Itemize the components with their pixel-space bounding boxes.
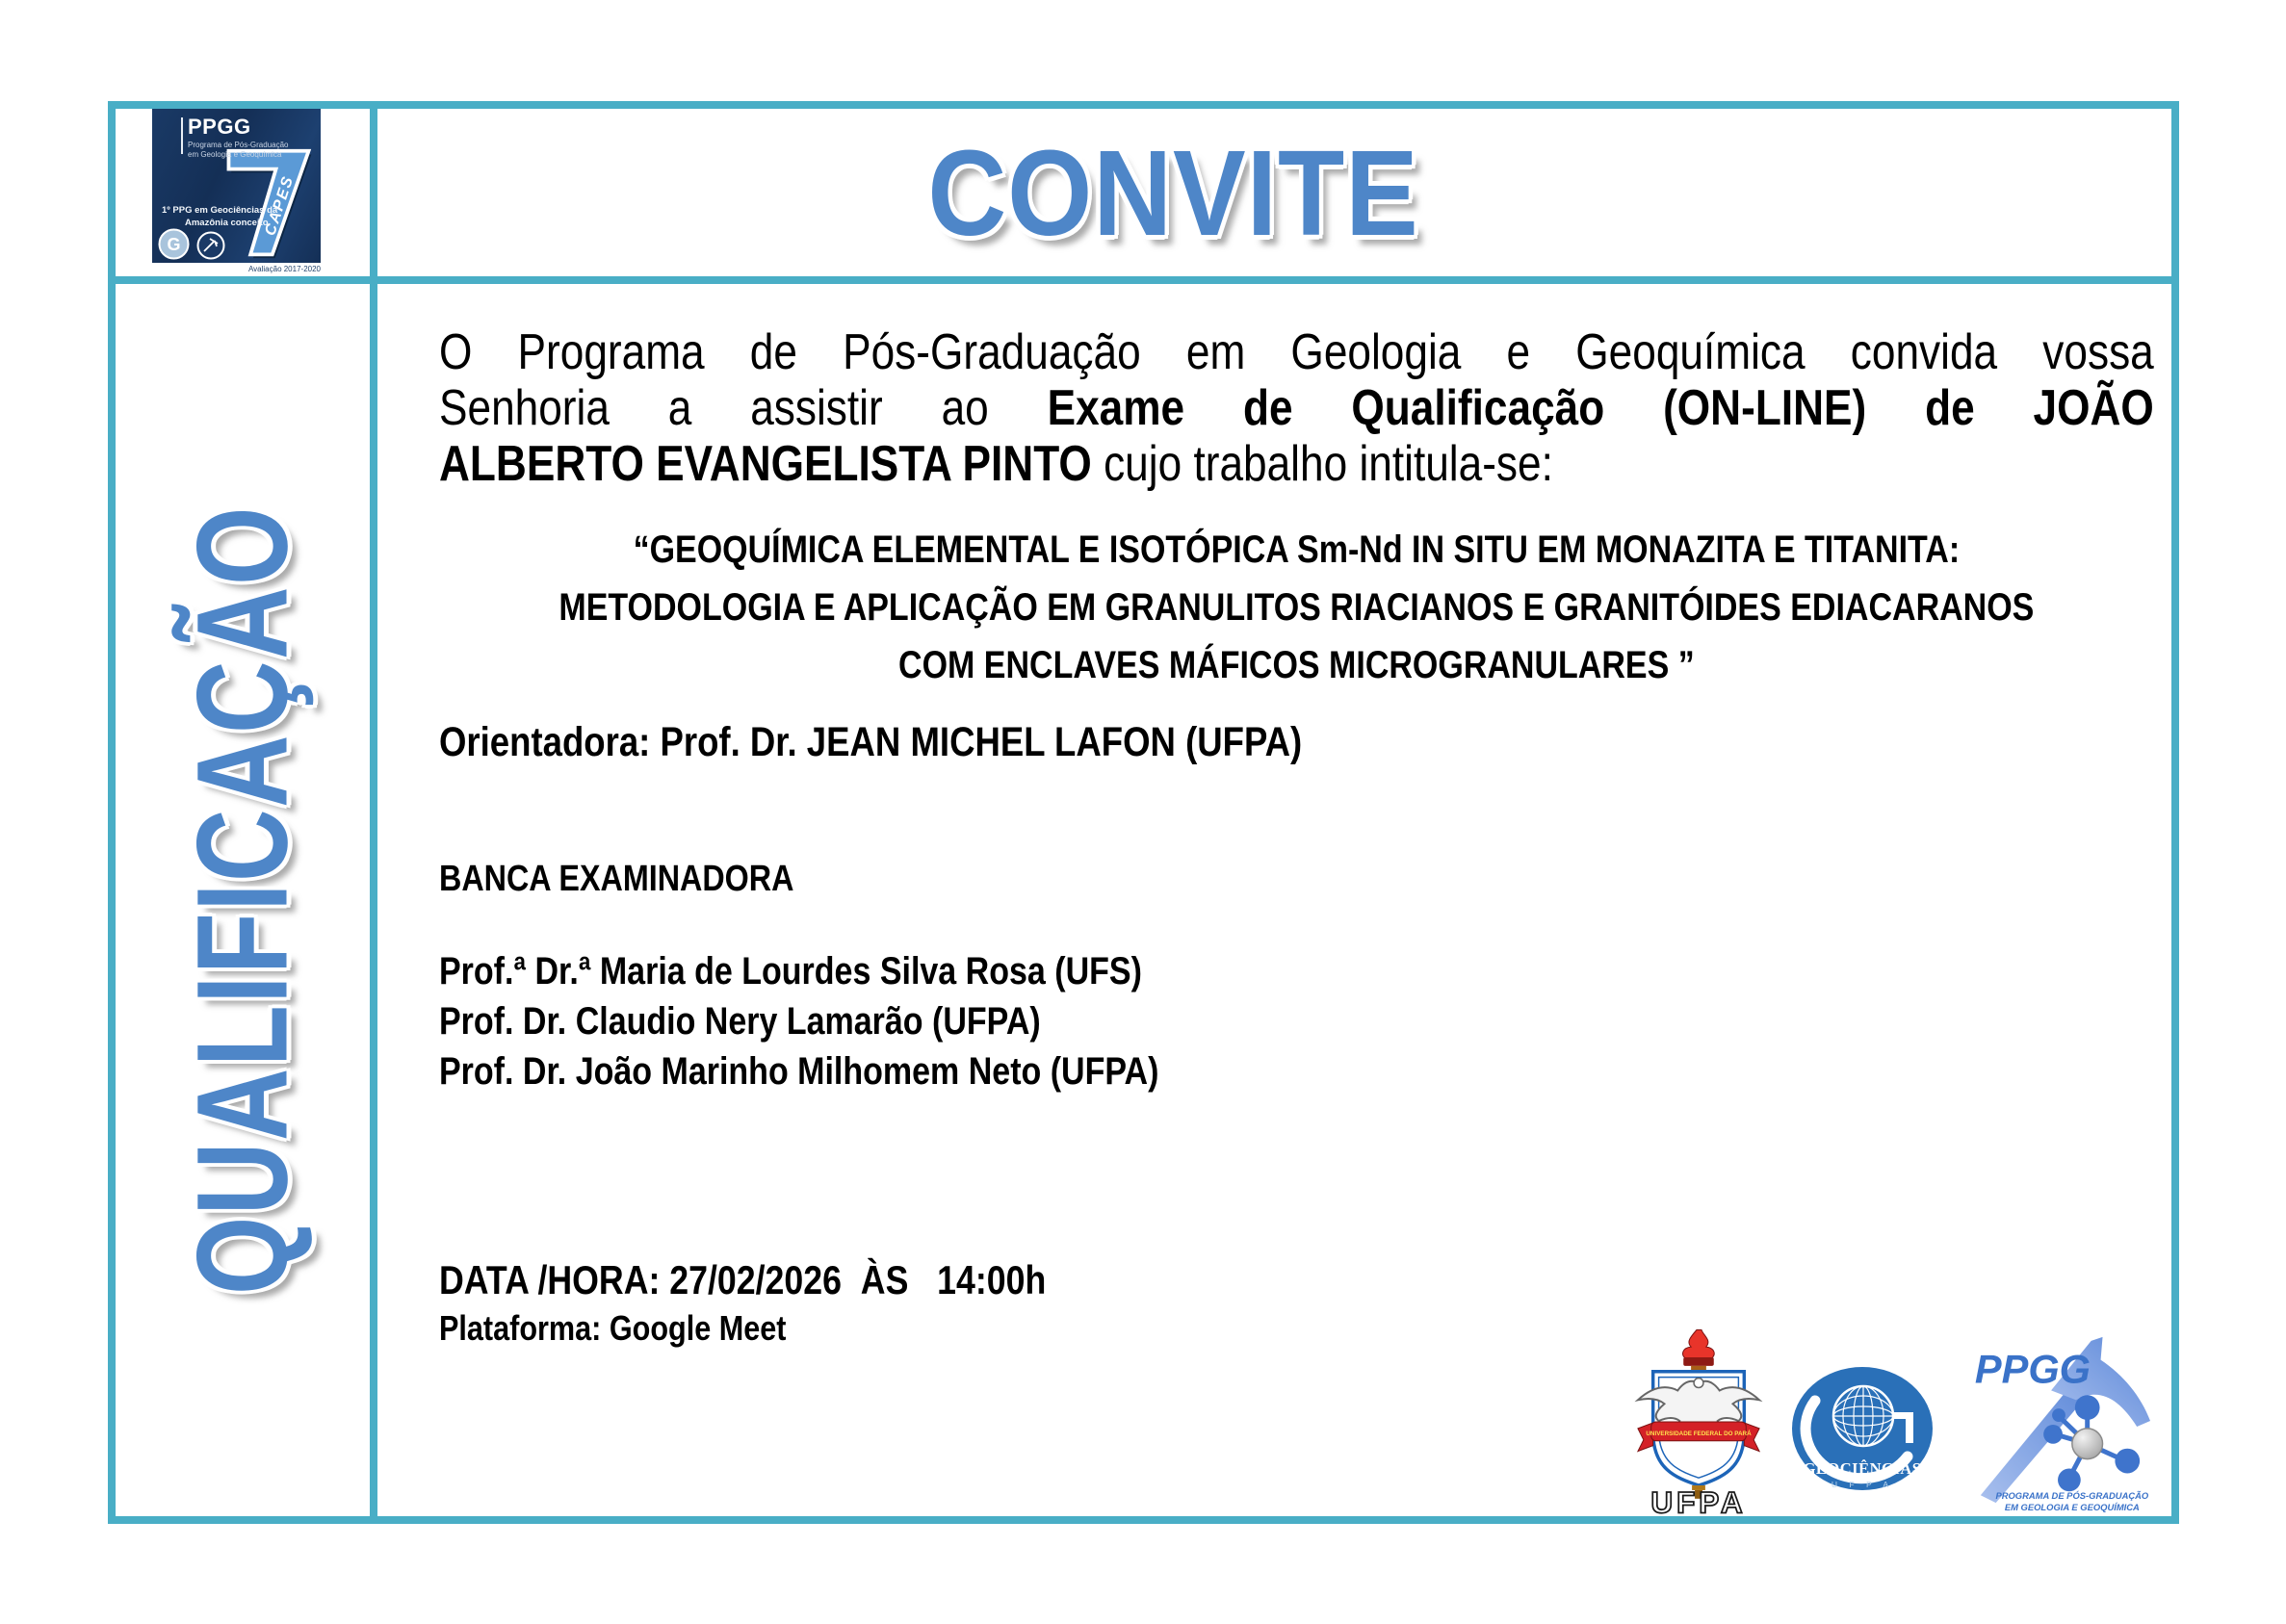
- thesis-title: [439, 521, 2154, 694]
- corner-logo-subtitle-1: Programa de Pós-Graduação: [188, 141, 289, 149]
- svg-text:EM GEOLOGIA E GEOQUÍMICA: EM GEOLOGIA E GEOQUÍMICA: [2004, 1502, 2140, 1513]
- advisor-line: Orientadora: Prof. Dr. JEAN MICHEL LAFON (UFPA): [439, 719, 1303, 765]
- svg-text:U F P A: U F P A: [1831, 1480, 1894, 1489]
- corner-logo-mini-seals: [158, 228, 225, 260]
- mini-hammer-icon: [196, 231, 225, 260]
- ppgg-capes-logo: [152, 109, 321, 273]
- thesis-title-line-2: METODOLOGIA E APLICAÇÃO EM GRANULITOS RIACIANOS E GRANITÓIDES EDIACARANOS: [559, 586, 2035, 629]
- committee-member: Prof. Dr. Claudio Nery Lamarão (UFPA): [439, 1000, 1041, 1043]
- svg-text:G: G: [167, 235, 181, 254]
- committee-heading: BANCA EXAMINADORA: [439, 859, 794, 899]
- corner-logo-subtitle-2: em Geologia e Geoquímica: [188, 150, 282, 159]
- intro-line-3-regular: cujo trabalho intitula-se:: [1091, 436, 1553, 492]
- thesis-title-line-1: “GEOQUÍMICA ELEMENTAL E ISOTÓPICA Sm-Nd IN SITU EM MONAZITA E TITANITA:: [633, 528, 1961, 571]
- schedule-line: DATA /HORA: 27/02/2026 ÀS 14:00h: [439, 1257, 1047, 1302]
- ppgg-capes-logo-panel: [152, 109, 321, 263]
- logo-divider-line: [181, 117, 183, 154]
- main-cell: [377, 284, 2171, 1516]
- intro-line-2-regular: Senhoria a assistir ao: [439, 380, 1048, 436]
- platform-line: Plataforma: Google Meet: [439, 1308, 787, 1348]
- mini-geosciences-icon: [158, 228, 190, 260]
- committee-member: Prof.ª Dr.ª Maria de Lourdes Silva Rosa (UFS): [439, 950, 1142, 992]
- ufpa-crest-logo: [1632, 1328, 1765, 1514]
- svg-text:UNIVERSIDADE FEDERAL DO PARÁ: UNIVERSIDADE FEDERAL DO PARÁ: [1646, 1430, 1752, 1437]
- thesis-title-line-3: COM ENCLAVES MÁFICOS MICROGRANULARES ”: [898, 644, 1695, 686]
- svg-text:GEOCIÊNCIAS: GEOCIÊNCIAS: [1803, 1459, 1922, 1478]
- qualification-watermark: QUALIFICAÇÃO: [170, 505, 315, 1295]
- invitation-table-frame: [108, 101, 2179, 1524]
- intro-paragraph: [439, 324, 2154, 492]
- corner-logo-cell: [116, 109, 377, 284]
- capes-seven-icon: [222, 147, 315, 261]
- capes-evaluation-label: Avaliação 2017-2020: [247, 265, 321, 273]
- vertical-watermark-wrap: [169, 505, 317, 1295]
- corner-logo-tagline-2: Amazônia conceito: [185, 218, 269, 228]
- footer-logos: [1632, 1328, 2158, 1514]
- corner-logo-tagline-1: 1º PPG em Geociências da: [162, 205, 278, 216]
- intro-line-1-text: O Programa de Pós-Graduação em Geologia e Geoquímica convida vossa: [439, 324, 2154, 380]
- intro-line-2-bold: Exame de Qualificação (ON-LINE) de JOÃO: [1047, 380, 2154, 436]
- page-title: CONVITE: [927, 124, 1419, 261]
- svg-text:CAPES: CAPES: [261, 172, 298, 238]
- geosciences-logo: [1790, 1358, 1935, 1503]
- sidebar-cell: [116, 284, 377, 1516]
- intro-line-2: [439, 380, 2154, 436]
- main-content: [439, 319, 2154, 1351]
- committee-list: [439, 946, 2154, 1096]
- svg-text:PPGG: PPGG: [1974, 1346, 2091, 1392]
- svg-text:UFPA: UFPA: [1650, 1484, 1747, 1514]
- committee-member: Prof. Dr. João Marinho Milhomem Neto (UFPA): [439, 1050, 1159, 1093]
- intro-line-3-bold: ALBERTO EVANGELISTA PINTO: [439, 436, 1092, 492]
- banner-cell: [377, 109, 2171, 284]
- ppgg-hammer-logo: [1960, 1328, 2158, 1514]
- corner-logo-acronym: PPGG: [188, 115, 251, 139]
- intro-line-3: [439, 436, 2154, 492]
- svg-text:PROGRAMA DE PÓS-GRADUAÇÃO: PROGRAMA DE PÓS-GRADUAÇÃO: [1995, 1490, 2149, 1502]
- intro-line-1: [439, 324, 2154, 380]
